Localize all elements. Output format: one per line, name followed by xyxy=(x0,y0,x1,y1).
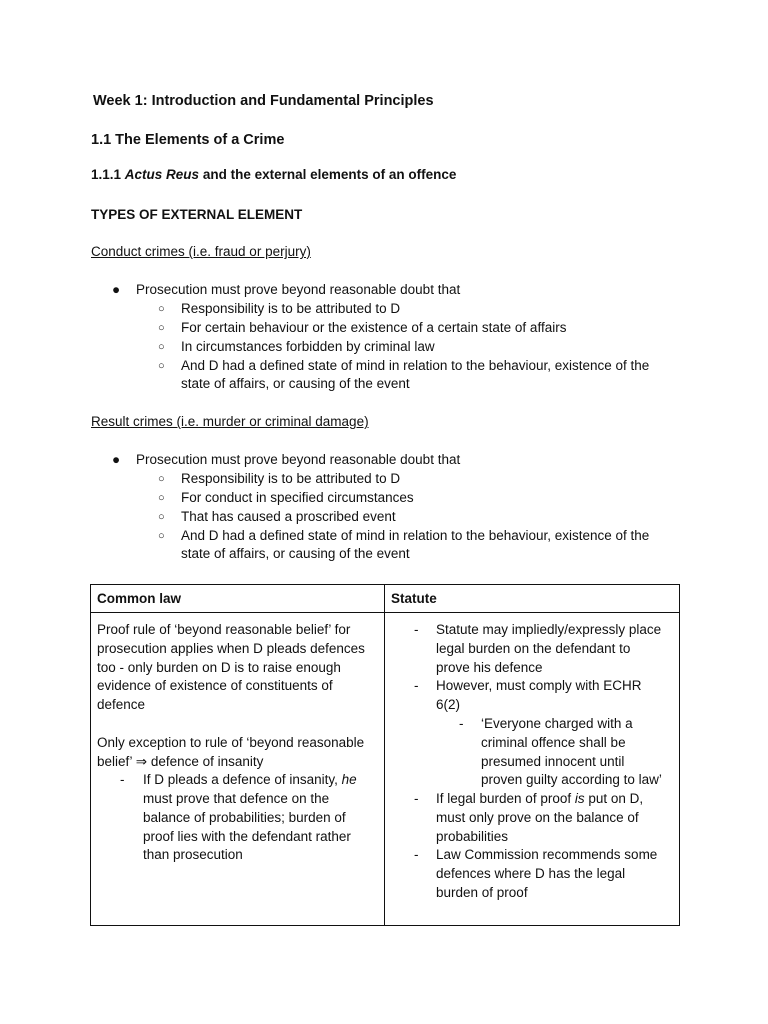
comparison-table xyxy=(90,584,680,926)
subsection-heading xyxy=(91,167,456,182)
statute-text: However, must comply with ECHR xyxy=(436,678,642,693)
circle-bullet-icon: ○ xyxy=(158,360,165,372)
circle-bullet-icon: ○ xyxy=(158,530,165,542)
statute-quote: presumed innocent until xyxy=(481,754,625,769)
common-law-text: Only exception to rule of ‘beyond reasonable xyxy=(97,735,365,750)
statute-text: If legal burden of proof is put on D, xyxy=(436,791,644,806)
statute-text: probabilities xyxy=(436,829,509,844)
common-law-text: defence xyxy=(97,697,146,712)
statute-text: Statute may impliedly/expressly place xyxy=(436,622,662,637)
common-law-cell xyxy=(91,613,385,926)
page-title: Week 1: Introduction and Fundamental Principles xyxy=(93,93,434,109)
bullet-icon: ● xyxy=(112,282,121,297)
conduct-bullet: Prosecution must prove beyond reasonable doubt that xyxy=(136,282,461,297)
circle-bullet-icon: ○ xyxy=(158,341,165,353)
circle-bullet-icon: ○ xyxy=(158,322,165,334)
common-law-dash-text: must prove that defence on the xyxy=(143,791,330,806)
common-law-dash-text: proof lies with the defendant rather xyxy=(143,829,351,844)
conduct-item: In circumstances forbidden by criminal law xyxy=(181,339,435,354)
common-law-text: prosecution applies when D pleads defences xyxy=(97,641,365,656)
common-law-text: belief’ ⇒ defence of insanity xyxy=(97,754,264,769)
statute-text: must only prove on the balance of xyxy=(436,810,639,825)
common-law-dash-text: balance of probabilities; burden of xyxy=(143,810,346,825)
statute-text: 6(2) xyxy=(436,697,461,712)
result-item: That has caused a proscribed event xyxy=(181,509,396,524)
conduct-item-cont: state of affairs, or causing of the event xyxy=(181,376,410,391)
statute-quote: criminal offence shall be xyxy=(481,735,626,750)
dash-marker: - xyxy=(459,716,464,731)
conduct-item: For certain behaviour or the existence of a certain state of affairs xyxy=(181,320,567,335)
result-item: Responsibility is to be attributed to D xyxy=(181,471,401,486)
dash-marker: - xyxy=(414,791,419,806)
subsection-italic: Actus Reus xyxy=(124,167,200,182)
dash-marker: - xyxy=(414,678,419,693)
common-law-text: too - only burden on D is to raise enough xyxy=(97,660,341,675)
conduct-item: And D had a defined state of mind in relation to the behaviour, existence of the xyxy=(181,358,650,373)
conduct-item: Responsibility is to be attributed to D xyxy=(181,301,401,316)
types-heading: TYPES OF EXTERNAL ELEMENT xyxy=(91,207,303,222)
result-item: And D had a defined state of mind in relation to the behaviour, existence of the xyxy=(181,528,650,543)
result-bullet: Prosecution must prove beyond reasonable doubt that xyxy=(136,452,461,467)
common-law-text: evidence of existence of constituents of xyxy=(97,678,333,693)
dash-marker: - xyxy=(414,847,419,862)
result-item-cont: state of affairs, or causing of the event xyxy=(181,546,410,561)
subsection-rest: and the external elements of an offence xyxy=(202,167,457,182)
dash-marker: - xyxy=(120,772,125,787)
statute-cell xyxy=(385,613,680,926)
statute-quote: proven guilty according to law’ xyxy=(481,772,662,787)
statute-text: defences where D has the legal xyxy=(436,866,626,881)
common-law-text: Proof rule of ‘beyond reasonable belief’ for xyxy=(97,622,351,637)
statute-text: Law Commission recommends some xyxy=(436,847,658,862)
table-header-statute: Statute xyxy=(385,585,680,613)
result-crimes-title: Result crimes (i.e. murder or criminal damage) xyxy=(91,414,369,429)
conduct-crimes-title: Conduct crimes (i.e. fraud or perjury) xyxy=(91,244,311,259)
table-header-common-law: Common law xyxy=(91,585,385,613)
common-law-dash-text: than prosecution xyxy=(143,847,243,862)
statute-text: burden of proof xyxy=(436,885,528,900)
statute-text: prove his defence xyxy=(436,660,543,675)
subsection-number: 1.1.1 xyxy=(91,167,122,182)
statute-text: legal burden on the defendant to xyxy=(436,641,631,656)
circle-bullet-icon: ○ xyxy=(158,473,165,485)
circle-bullet-icon: ○ xyxy=(158,492,165,504)
circle-bullet-icon: ○ xyxy=(158,303,165,315)
section-heading: 1.1 The Elements of a Crime xyxy=(91,132,285,148)
bullet-icon: ● xyxy=(112,452,121,467)
statute-quote: ‘Everyone charged with a xyxy=(481,716,633,731)
result-item: For conduct in specified circumstances xyxy=(181,490,414,505)
circle-bullet-icon: ○ xyxy=(158,511,165,523)
dash-marker: - xyxy=(414,622,419,637)
common-law-dash-text: If D pleads a defence of insanity, he xyxy=(143,772,357,787)
